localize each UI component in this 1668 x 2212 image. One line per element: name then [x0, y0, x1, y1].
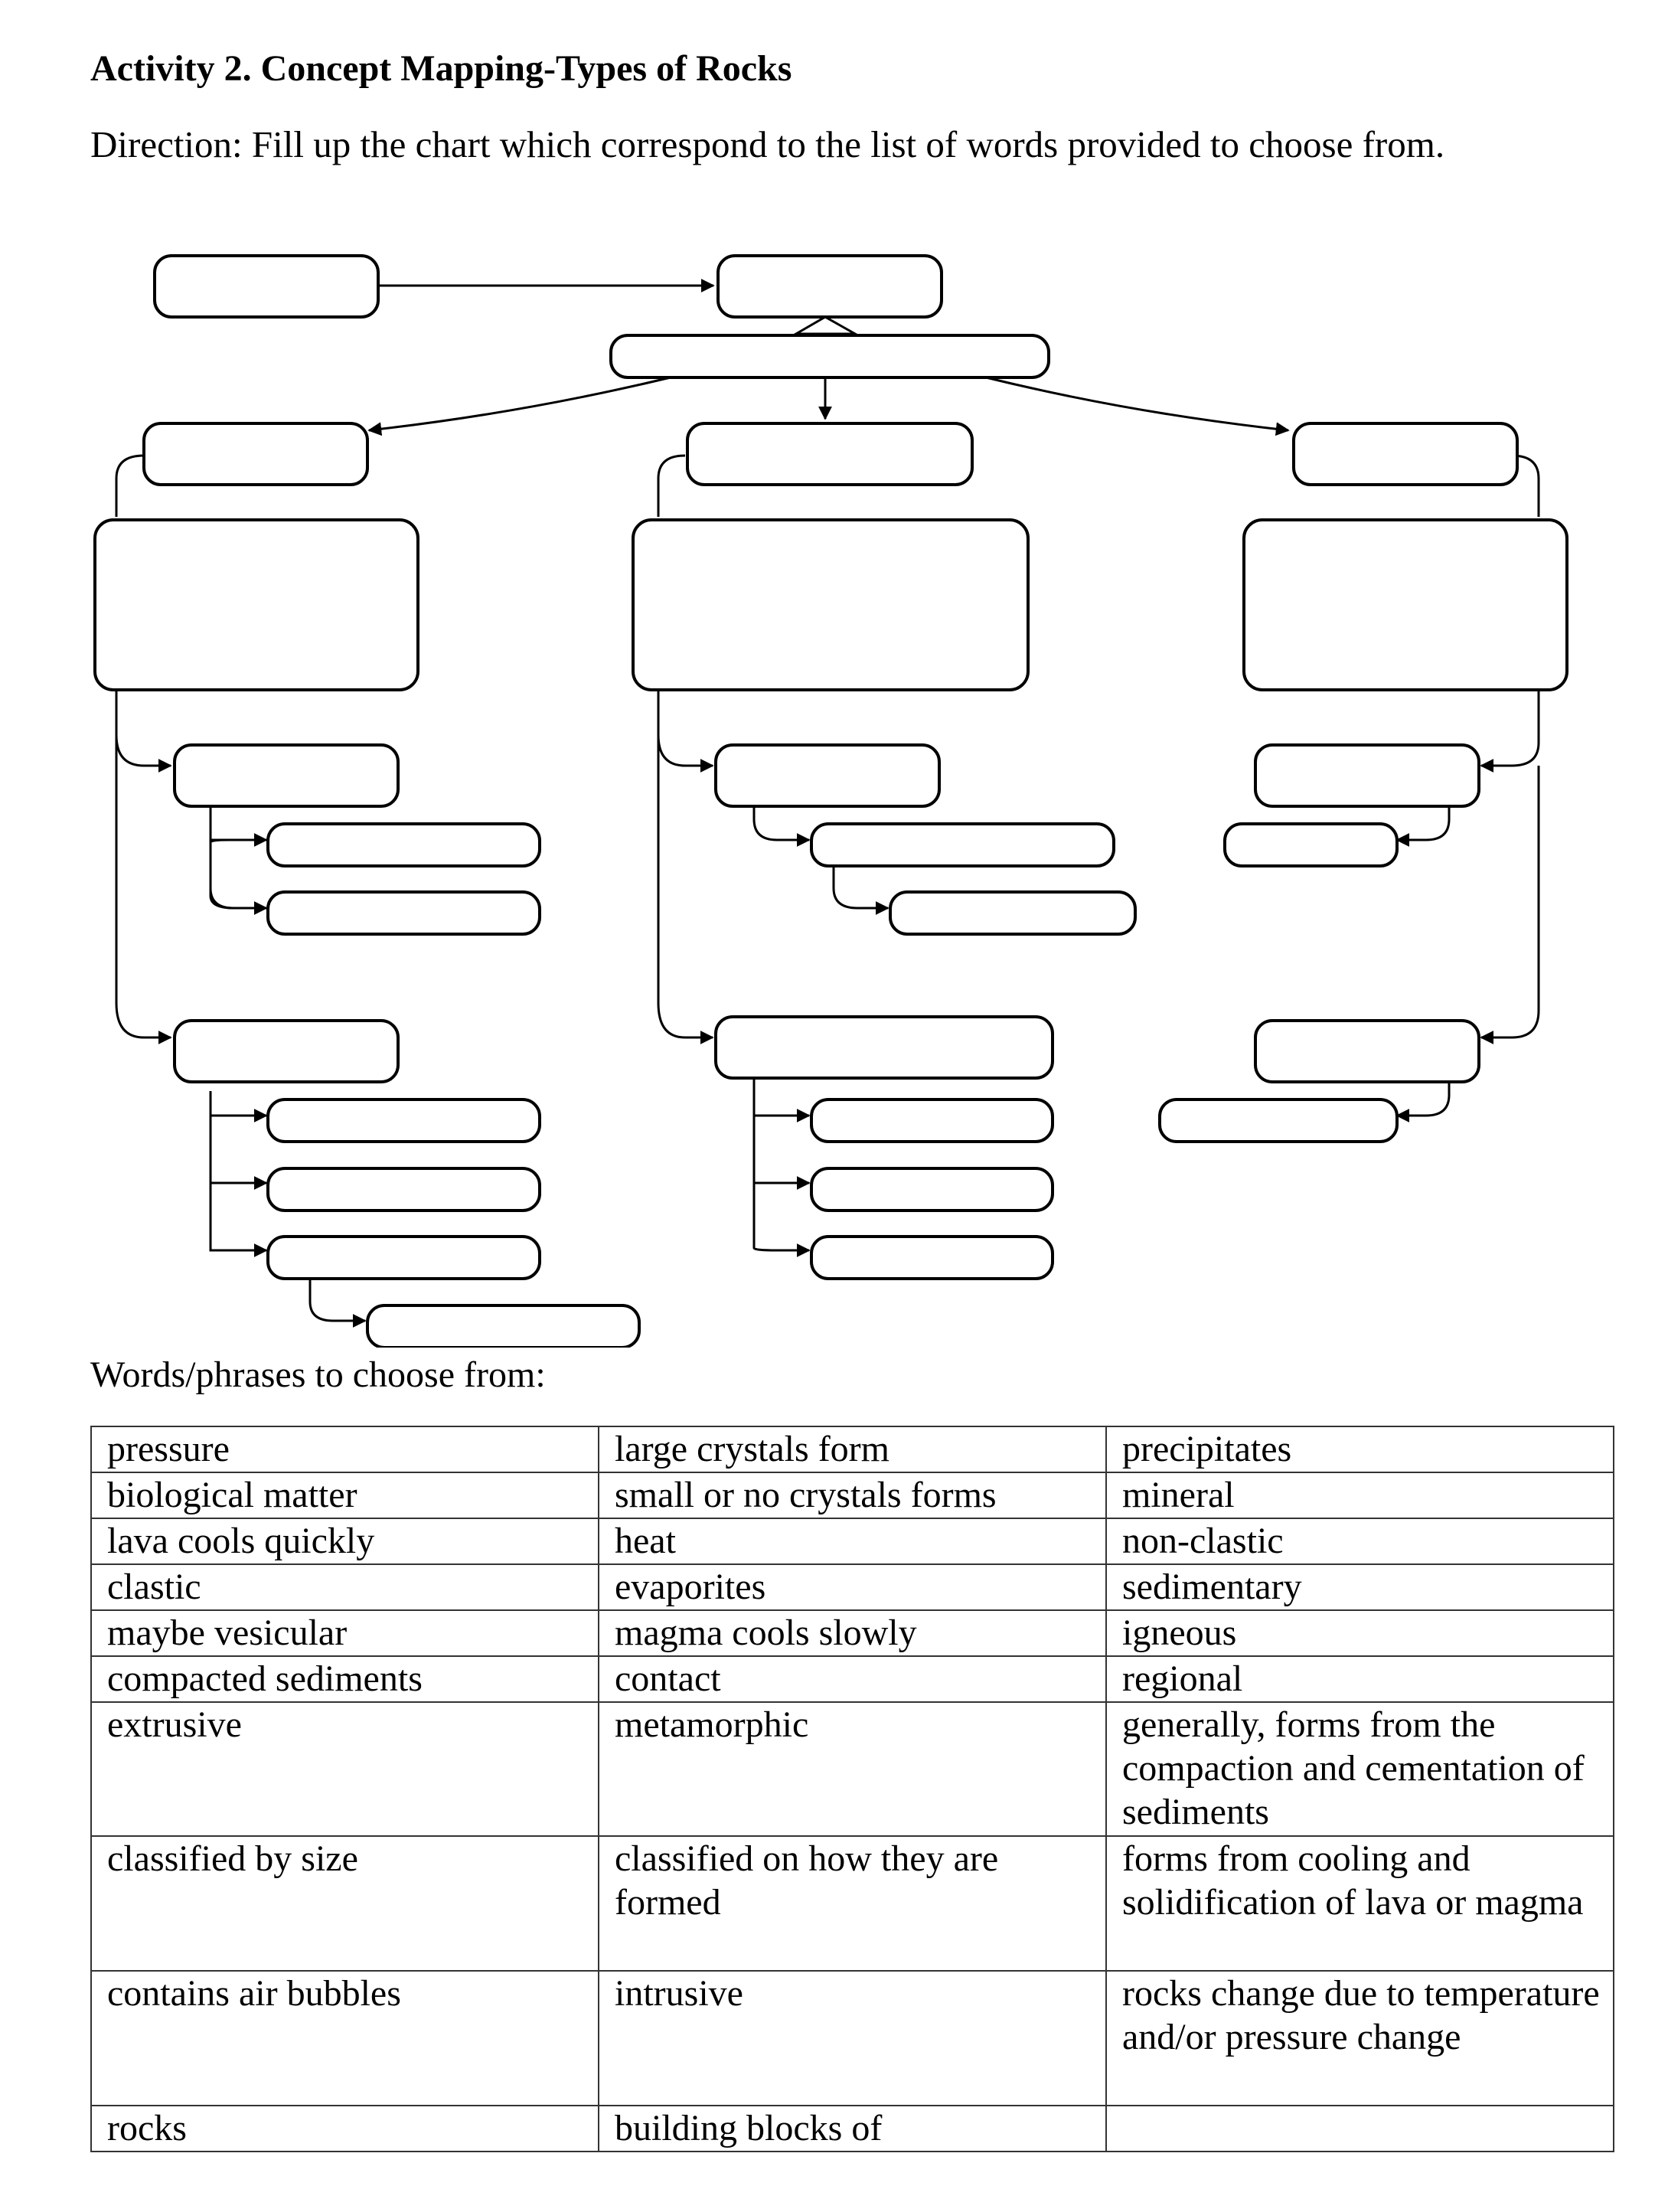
map-box-left-branch-2[interactable]	[175, 1021, 398, 1082]
map-box-left-sub-5[interactable]	[268, 1237, 540, 1279]
map-box-right-sub-1[interactable]	[1225, 824, 1397, 866]
map-box-left-sub-6[interactable]	[367, 1305, 639, 1348]
word-cell: biological matter	[91, 1472, 599, 1518]
word-cell: building blocks of	[599, 2106, 1106, 2152]
word-cell: rocks	[91, 2106, 599, 2152]
word-row	[91, 1702, 1614, 1837]
word-cell: mineral	[1106, 1472, 1614, 1518]
word-cell: pressure	[91, 1426, 599, 1472]
word-row	[91, 1564, 1614, 1610]
map-box-middle-sub-2[interactable]	[890, 892, 1135, 934]
map-box-middle-branch-2[interactable]	[716, 1017, 1053, 1078]
word-cell: contains air bubbles	[91, 1971, 599, 2106]
word-cell: extrusive	[91, 1702, 599, 1837]
word-bank-table	[90, 1426, 1614, 2152]
word-cell: classified on how they are formed	[599, 1836, 1106, 1971]
page-title: Activity 2. Concept Mapping-Types of Rocks	[90, 48, 792, 89]
word-row	[91, 1971, 1614, 2106]
map-box-definition-left[interactable]	[95, 520, 418, 690]
word-row	[91, 1472, 1614, 1518]
word-cell: maybe vesicular	[91, 1610, 599, 1656]
map-boxes	[95, 256, 1567, 1348]
word-row	[91, 1610, 1614, 1656]
map-box-left-sub-1[interactable]	[268, 824, 540, 866]
word-cell: large crystals form	[599, 1426, 1106, 1472]
word-cell: regional	[1106, 1656, 1614, 1702]
word-cell: magma cools slowly	[599, 1610, 1106, 1656]
map-box-classification[interactable]	[611, 335, 1049, 377]
word-cell: metamorphic	[599, 1702, 1106, 1837]
word-row	[91, 1656, 1614, 1702]
map-box-middle-sub-3[interactable]	[811, 1099, 1053, 1142]
map-box-left-sub-4[interactable]	[268, 1168, 540, 1211]
word-row	[91, 1518, 1614, 1564]
map-box-left-sub-3[interactable]	[268, 1099, 540, 1142]
word-cell: clastic	[91, 1564, 599, 1610]
word-row	[91, 1836, 1614, 1971]
words-heading: Words/phrases to choose from:	[90, 1354, 546, 1395]
word-cell: compacted sediments	[91, 1656, 599, 1702]
map-box-definition-middle[interactable]	[633, 520, 1028, 690]
map-box-right-sub-2[interactable]	[1160, 1099, 1397, 1142]
map-box-rock-type-left[interactable]	[144, 423, 367, 485]
word-cell: evaporites	[599, 1564, 1106, 1610]
map-box-middle-branch-1[interactable]	[716, 745, 939, 806]
word-cell: non-clastic	[1106, 1518, 1614, 1564]
map-box-rock-type-middle[interactable]	[687, 423, 972, 485]
word-row	[91, 1426, 1614, 1472]
word-cell: forms from cooling and solidification of lava or magma	[1106, 1836, 1614, 1971]
map-box-middle-sub-4[interactable]	[811, 1168, 1053, 1211]
word-cell	[1106, 2106, 1614, 2152]
map-box-rock-type-right[interactable]	[1294, 423, 1517, 485]
word-cell: contact	[599, 1656, 1106, 1702]
map-box-definition-right[interactable]	[1244, 520, 1567, 690]
word-cell: heat	[599, 1518, 1106, 1564]
map-box-top-left[interactable]	[155, 256, 378, 317]
map-box-middle-sub-1[interactable]	[811, 824, 1114, 866]
word-cell: small or no crystals forms	[599, 1472, 1106, 1518]
word-cell: generally, forms from the compaction and cementation of sediments	[1106, 1702, 1614, 1837]
map-box-left-sub-2[interactable]	[268, 892, 540, 934]
word-cell: igneous	[1106, 1610, 1614, 1656]
map-box-middle-sub-5[interactable]	[811, 1237, 1053, 1279]
word-cell: sedimentary	[1106, 1564, 1614, 1610]
map-box-top-center[interactable]	[718, 256, 942, 317]
word-row	[91, 2106, 1614, 2152]
map-box-right-branch-2[interactable]	[1255, 1021, 1479, 1082]
word-cell: rocks change due to temperature and/or pressure change	[1106, 1971, 1614, 2106]
word-cell: lava cools quickly	[91, 1518, 599, 1564]
map-box-left-branch-1[interactable]	[175, 745, 398, 806]
word-cell: intrusive	[599, 1971, 1106, 2106]
word-cell: classified by size	[91, 1836, 599, 1971]
word-cell: precipitates	[1106, 1426, 1614, 1472]
direction-text: Direction: Fill up the chart which correspond to the list of words provided to choose from.	[90, 123, 1445, 165]
map-box-right-branch-1[interactable]	[1255, 745, 1479, 806]
